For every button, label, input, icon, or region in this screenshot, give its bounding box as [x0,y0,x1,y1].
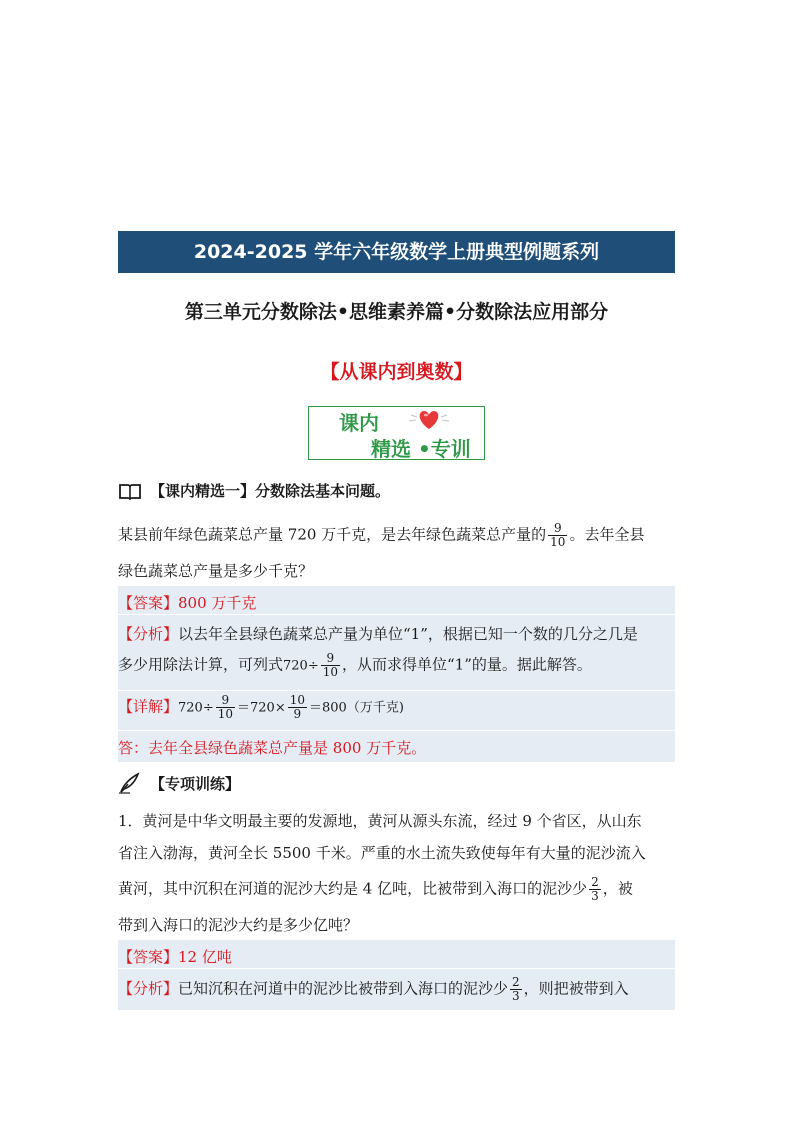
problem1-text-b: 。去年全县 [569,525,645,544]
analysis-text-a: 多少用除法计算，可列式 [118,655,284,674]
analysis-text-b: ，从而求得单位“1”的量。据此解答。 [342,655,592,674]
analysis-text-a: 已知沉积在河道中的泥沙比被带到入海口的泥沙少 [178,979,509,998]
detail-row [118,694,675,721]
divider [118,730,675,731]
section1-heading [118,480,390,501]
fraction: $\frac{9}{10}$ [217,693,234,722]
badge-line1: 课内 [339,411,379,435]
answer-row-2 [118,946,675,967]
section-red-title: 【从课内到奥数】 [320,361,473,383]
conclusion-text-b: 万千克。 [361,739,427,757]
detail-tag: 【详解】 [118,697,179,716]
book-icon [118,482,142,500]
analysis-text-b: ，则把被带到入 [523,979,629,998]
badge-line2: 精选 •专训 [371,437,471,461]
question1-line1: 1．黄河是中华文明最主要的发源地，黄河从源头东流，经过 9 个省区，从山东 [118,812,642,830]
question1-line2: 省注入渤海，黄河全长 5500 千米。严重的水土流失致使每年有大量的泥沙流入 [118,844,646,862]
answer-tag: 【答案】 [118,594,179,612]
problem1-line2: 绿色蔬菜总产量是多少千克？ [118,562,314,580]
detail-expr-a: 720÷ [178,700,214,716]
analysis-row-2 [118,652,675,679]
heart-icon [407,405,451,431]
section1-heading-text: 【课内精选一】分数除法基本问题。 [150,482,391,500]
series-title-banner: 2024-2025 学年六年级数学上册典型例题系列 [118,231,675,273]
problem1-line1 [118,522,675,549]
section2-heading-text: 【专项训练】 [150,774,241,793]
analysis-tag: 【分析】 [118,979,179,998]
answer-text: 12 亿吨 [178,948,232,966]
question1-text-a: 黄河，其中沉积在河道的泥沙大约是 4 亿吨，比被带到入海口的泥沙少 [118,879,588,898]
detail-expr-c: ＝800（万千克) [309,700,404,716]
conclusion-text-a: 答：去年全县绿色蔬菜总产量是 [118,739,333,757]
problem1-text-a: 某县前年绿色蔬菜总产量 720 万千克，是去年绿色蔬菜总产量的 [118,525,547,544]
detail-expr-b: ＝720× [237,700,286,716]
fraction: $\frac{9}{10}$ [322,651,339,680]
keneijingxuan-badge [308,406,485,460]
analysis-row-1 [118,623,675,644]
fraction: $\frac{2}{3}$ [591,875,599,904]
analysis-expression: 720÷ [283,658,319,674]
fraction: $\frac{2}{3}$ [512,975,520,1004]
answer-tag: 【答案】 [118,948,179,966]
question1-line4: 带到入海口的泥沙大约是多少亿吨？ [118,916,359,934]
analysis-text: 以去年全县绿色蔬菜总产量为单位“1”，根据已知一个数的几分之几是 [178,625,638,643]
divider [118,968,675,969]
fraction: $\frac{10}{9}$ [289,693,306,722]
unit-subtitle: 第三单元分数除法•思维素养篇•分数除法应用部分 [184,301,609,323]
answer-text: 800 万千克 [178,594,257,612]
analysis-tag: 【分析】 [118,625,179,643]
divider [118,614,675,615]
question1-line3 [118,876,675,903]
pen-icon [118,772,142,794]
question1-text-b: ，被 [602,879,633,898]
conclusion-row [118,737,675,758]
divider [118,690,675,691]
fraction: $\frac{9}{10}$ [550,521,566,550]
analysis-row-q1 [118,976,675,1003]
section2-heading [118,772,240,794]
conclusion-number: 800 [332,739,362,757]
answer-row [118,592,675,613]
